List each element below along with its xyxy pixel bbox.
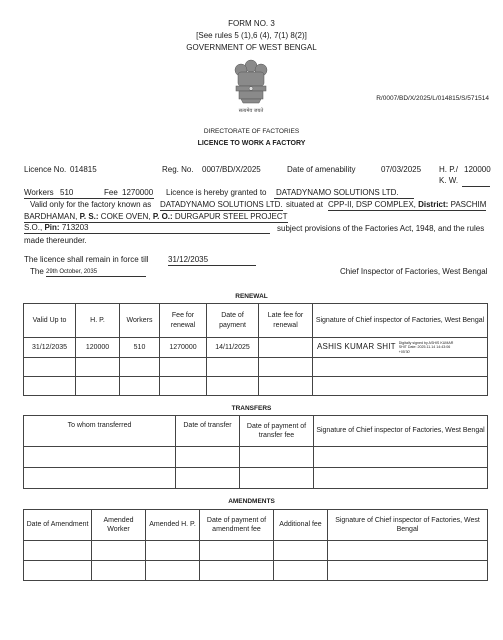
table-row bbox=[24, 377, 488, 396]
transfers-header-date: Date of transfer bbox=[176, 416, 240, 447]
signer-name: ASHIS KUMAR SHIT bbox=[317, 342, 396, 352]
renewal-title: RENEWAL bbox=[235, 293, 268, 300]
district-value: PASCHIM bbox=[450, 200, 487, 209]
amendments-header-payment: Date of payment of amendment fee bbox=[200, 510, 274, 541]
location-line3a: S.O., bbox=[24, 223, 43, 232]
digital-signature-note: Digitally signed by ASHIS KUMAR SHIT Date: 2025.11.14 14:43:06 +05'30' bbox=[398, 341, 454, 354]
location-line-1 bbox=[328, 201, 486, 211]
kw-underline bbox=[462, 186, 490, 187]
transfers-header-to-whom: To whom transferred bbox=[24, 416, 176, 447]
transfers-header-row bbox=[24, 416, 488, 447]
renewal-signature-cell bbox=[313, 338, 488, 358]
location-line-2 bbox=[24, 213, 288, 223]
po-label: P. O.: bbox=[152, 212, 173, 221]
reg-no-value: 0007/BD/X/2025 bbox=[202, 165, 261, 174]
transfers-table bbox=[23, 415, 488, 489]
force-text: The licence shall remain in force till bbox=[24, 255, 149, 264]
workers-label: Workers bbox=[24, 188, 54, 197]
renewal-header-workers: Workers bbox=[120, 304, 160, 338]
table-row bbox=[24, 358, 488, 377]
location-part1: CPP-II, DSP COMPLEX, bbox=[328, 200, 416, 209]
company-underline bbox=[274, 198, 414, 199]
renewal-header-signature: Signature of Chief inspector of Factories, West Bengal bbox=[313, 304, 488, 338]
amendments-header-date: Date of Amendment bbox=[24, 510, 92, 541]
renewal-date-cell: 14/11/2025 bbox=[207, 338, 259, 358]
state-emblem-icon bbox=[229, 56, 273, 118]
transfers-header-payment: Date of payment of transfer fee bbox=[240, 416, 314, 447]
directorate-title: DIRECTORATE OF FACTORIES bbox=[203, 128, 300, 135]
renewal-late-cell bbox=[259, 338, 313, 358]
the-label: The bbox=[30, 267, 44, 276]
company-name: DATADYNAMO SOLUTIONS LTD. bbox=[276, 188, 399, 197]
renewal-header-hp: H. P. bbox=[76, 304, 120, 338]
fee-label: Fee bbox=[104, 188, 118, 197]
subject-text: subject provisions of the Factories Act, 1948, and the rules bbox=[277, 224, 485, 233]
granted-text: Licence is hereby granted to bbox=[166, 188, 267, 197]
table-row bbox=[24, 338, 488, 358]
reg-no-label: Reg. No. bbox=[162, 165, 194, 174]
kw-label: K. W. bbox=[439, 176, 459, 185]
amendments-header-signature: Signature of Chief inspector of Factories, West Bengal bbox=[328, 510, 488, 541]
thereunder-text: made thereunder. bbox=[24, 236, 87, 245]
fee-value: 1270000 bbox=[122, 188, 154, 197]
hp-value: 120000 bbox=[464, 165, 491, 174]
chief-inspector-signatory: Chief Inspector of Factories, West Bengal bbox=[340, 267, 488, 276]
government-title: GOVERNMENT OF WEST BENGAL bbox=[186, 43, 317, 52]
amendments-header-worker: Amended Worker bbox=[92, 510, 146, 541]
district-label: District: bbox=[418, 200, 449, 209]
reference-number: R/0007/BD/X/2025/L/014815/S/571514 bbox=[376, 95, 489, 102]
table-row bbox=[24, 468, 488, 489]
transfers-title: TRANSFERS bbox=[231, 405, 272, 412]
renewal-header-fee: Fee for renewal bbox=[160, 304, 207, 338]
licence-title: LICENCE TO WORK A FACTORY bbox=[197, 140, 306, 147]
renewal-workers-cell: 510 bbox=[120, 338, 160, 358]
factory-name: DATADYNAMO SOLUTIONS LTD. bbox=[160, 200, 283, 209]
rules-reference: [See rules 5 (1),6 (4), 7(1) 8(2)] bbox=[196, 31, 307, 40]
po-value: DURGAPUR STEEL PROJECT bbox=[174, 212, 288, 221]
renewal-header-row bbox=[24, 304, 488, 338]
ps-value: COKE OVEN, bbox=[100, 212, 151, 221]
table-row bbox=[24, 447, 488, 468]
licence-no-value: 014815 bbox=[70, 165, 97, 174]
issue-date: 29th October, 2035 bbox=[46, 269, 146, 277]
transfers-header-signature: Signature of Chief inspector of Factories, West Bengal bbox=[314, 416, 488, 447]
renewal-header-valid: Valid Up to bbox=[24, 304, 76, 338]
hp-label: H. P./ bbox=[439, 165, 458, 174]
amendments-header-fee: Additional fee bbox=[274, 510, 328, 541]
amendments-title: AMENDMENTS bbox=[228, 498, 275, 505]
renewal-header-date: Date of payment bbox=[207, 304, 259, 338]
form-number: FORM NO. 3 bbox=[228, 19, 275, 28]
renewal-valid-cell: 31/12/2035 bbox=[24, 338, 76, 358]
amendments-header-row bbox=[24, 510, 488, 541]
location-line2a: BARDHAMAN, bbox=[24, 212, 78, 221]
location-line-3 bbox=[24, 224, 270, 234]
workers-fee-underline bbox=[24, 198, 154, 199]
pin-label: Pin: bbox=[44, 223, 60, 232]
renewal-hp-cell: 120000 bbox=[76, 338, 120, 358]
amenability-label: Date of amenability bbox=[287, 165, 356, 174]
table-row bbox=[24, 561, 488, 581]
table-row bbox=[24, 541, 488, 561]
force-date: 31/12/2035 bbox=[168, 256, 256, 266]
emblem-caption: सत्यमेव जयते bbox=[238, 108, 264, 114]
ps-label: P. S.: bbox=[79, 212, 99, 221]
pin-value: 713203 bbox=[61, 223, 89, 232]
amendments-table bbox=[23, 509, 488, 581]
amenability-date: 07/03/2025 bbox=[381, 165, 422, 174]
situated-text: situated at bbox=[286, 200, 323, 209]
renewal-table bbox=[23, 303, 488, 396]
renewal-fee-cell: 1270000 bbox=[160, 338, 207, 358]
amendments-header-hp: Amended H. P. bbox=[146, 510, 200, 541]
valid-only-text: Valid only for the factory known as bbox=[30, 200, 152, 209]
workers-value: 510 bbox=[60, 188, 74, 197]
renewal-header-late-fee: Late fee for renewal bbox=[259, 304, 313, 338]
licence-no-label: Licence No. bbox=[24, 165, 67, 174]
